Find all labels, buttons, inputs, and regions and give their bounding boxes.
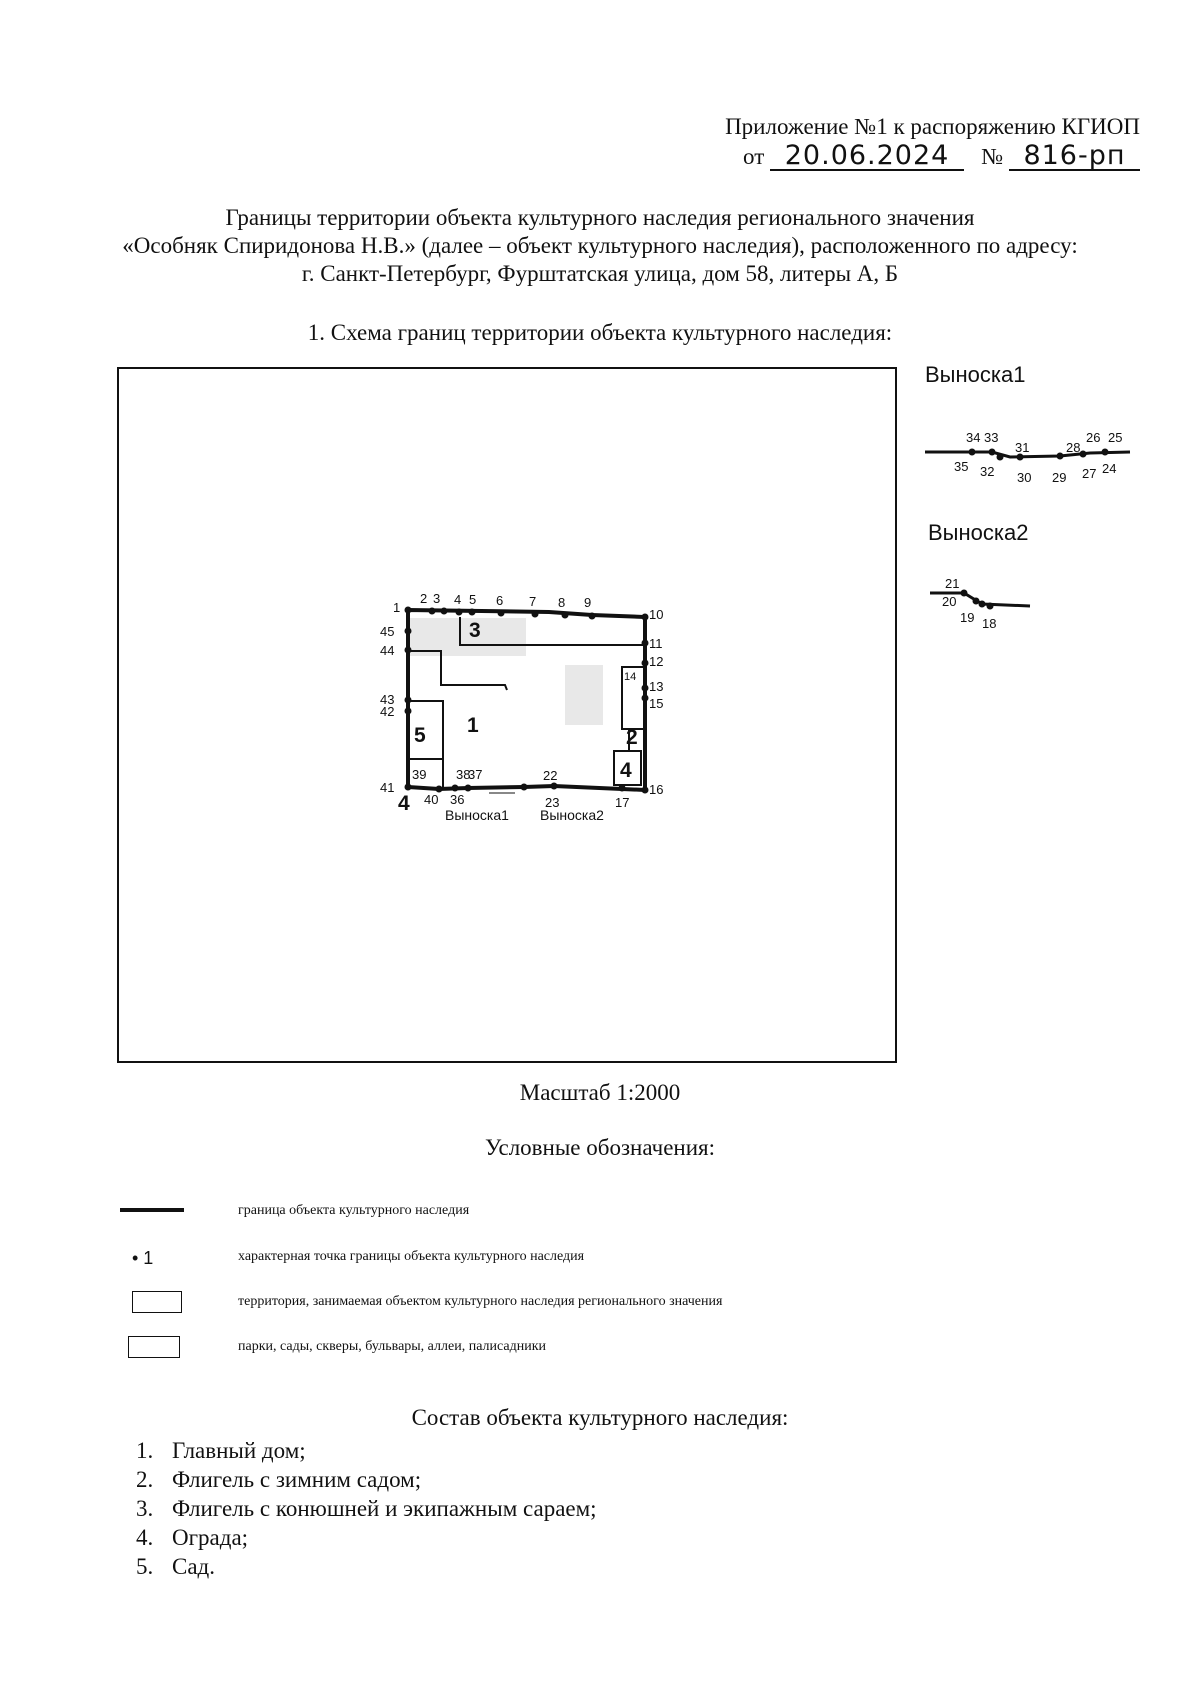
svg-text:29: 29 bbox=[1052, 470, 1067, 485]
order-details bbox=[660, 142, 1140, 172]
area-label: 1 bbox=[467, 714, 479, 737]
number-label: № bbox=[981, 144, 1004, 169]
point-symbol bbox=[120, 1244, 190, 1274]
territory-fill bbox=[408, 618, 603, 725]
svg-text:25: 25 bbox=[1108, 430, 1123, 445]
area-label: 4 bbox=[620, 759, 632, 782]
area-label: 5 bbox=[414, 724, 426, 747]
svg-text:31: 31 bbox=[1015, 440, 1030, 455]
section-1-heading: 1. Схема границ территории объекта культурного наследия: bbox=[307, 320, 893, 345]
list-item: 4. Ограда; bbox=[136, 1525, 249, 1550]
legend-text: граница объекта культурного наследия bbox=[238, 1203, 470, 1218]
title-line-2: «Особняк Спиридонова Н.В.» (далее – объект культурного наследия), расположенного по адресу: bbox=[122, 233, 1078, 258]
point-label: 11 bbox=[649, 636, 663, 651]
callout-1-title: Выноска1 bbox=[925, 362, 1026, 387]
point-label: 41 bbox=[380, 780, 395, 795]
point-label: 5 bbox=[469, 592, 477, 607]
point-label: 10 bbox=[649, 607, 664, 622]
svg-text:33: 33 bbox=[984, 430, 999, 445]
order-number: 816-рп bbox=[1009, 143, 1140, 171]
callouts bbox=[920, 360, 1160, 680]
callout-ref-1: Выноска1 bbox=[445, 807, 509, 823]
document-title bbox=[60, 204, 1140, 288]
legend-text: характерная точка границы объекта культурного наследия bbox=[238, 1249, 585, 1264]
svg-text:24: 24 bbox=[1102, 461, 1117, 476]
composition-list bbox=[136, 1436, 597, 1581]
svg-text:28: 28 bbox=[1066, 440, 1081, 455]
point-label: 17 bbox=[615, 795, 630, 810]
svg-text:18: 18 bbox=[982, 616, 997, 631]
svg-text:19: 19 bbox=[960, 610, 975, 625]
appendix-title: Приложение №1 к распоряжению КГИОП bbox=[725, 114, 1140, 139]
legend-title: Условные обозначения: bbox=[484, 1135, 716, 1160]
svg-text:21: 21 bbox=[945, 576, 960, 591]
from-label: от bbox=[743, 144, 765, 169]
point-label: 36 bbox=[450, 792, 465, 807]
point-label: 8 bbox=[558, 595, 566, 610]
point-label: 39 bbox=[412, 767, 427, 782]
legend-text: парки, сады, скверы, бульвары, аллеи, палисадники bbox=[238, 1339, 547, 1354]
svg-text:26: 26 bbox=[1086, 430, 1101, 445]
list-item: 3. Флигель с конюшней и экипажным сараем; bbox=[136, 1496, 597, 1521]
svg-text:27: 27 bbox=[1082, 466, 1097, 481]
svg-text:30: 30 bbox=[1017, 470, 1032, 485]
point-label: 12 bbox=[649, 654, 664, 669]
svg-text:20: 20 bbox=[942, 594, 957, 609]
point-label: 13 bbox=[649, 679, 664, 694]
point-label: 6 bbox=[496, 593, 504, 608]
title-line-3: г. Санкт-Петербург, Фурштатская улица, дом 58, литеры А, Б bbox=[301, 261, 899, 286]
point-label: 22 bbox=[543, 768, 558, 783]
territory-symbol bbox=[120, 1289, 190, 1319]
scale-label: Масштаб 1:2000 bbox=[519, 1080, 681, 1105]
point-label: 43 bbox=[380, 692, 395, 707]
point-label: 45 bbox=[380, 624, 395, 639]
point-label: 38 bbox=[456, 767, 471, 782]
area-label: 4 bbox=[398, 792, 410, 815]
boundary-scheme bbox=[117, 367, 897, 1063]
point-label: 4 bbox=[454, 592, 462, 607]
point-label: 14 bbox=[624, 671, 637, 683]
point-label: 15 bbox=[649, 696, 664, 711]
order-date: 20.06.2024 bbox=[770, 143, 964, 171]
list-item: 1. Главный дом; bbox=[136, 1438, 306, 1463]
list-item: 2. Флигель с зимним садом; bbox=[136, 1467, 422, 1492]
point-label: 44 bbox=[380, 643, 395, 658]
svg-text:35: 35 bbox=[954, 459, 969, 474]
point-label: 37 bbox=[468, 767, 483, 782]
callout-references bbox=[445, 807, 604, 823]
point-symbol-text: • 1 bbox=[132, 1248, 154, 1268]
list-item: 5. Сад. bbox=[136, 1554, 216, 1579]
point-label: 1 bbox=[393, 600, 401, 615]
point-label: 23 bbox=[545, 795, 560, 810]
point-label: 9 bbox=[584, 595, 592, 610]
svg-text:32: 32 bbox=[980, 464, 995, 479]
point-label: 40 bbox=[424, 792, 439, 807]
parks-symbol bbox=[120, 1334, 190, 1364]
callout-ref-2: Выноска2 bbox=[540, 807, 604, 823]
legend-text: территория, занимаемая объектом культурного наследия регионального значения bbox=[238, 1294, 723, 1309]
svg-text:34: 34 bbox=[966, 430, 981, 445]
boundary-line-symbol bbox=[120, 1198, 190, 1228]
point-label: 16 bbox=[649, 782, 664, 797]
point-label: 3 bbox=[433, 591, 441, 606]
point-label: 2 bbox=[420, 591, 428, 606]
callout-2-title: Выноска2 bbox=[928, 520, 1029, 545]
area-label: 2 bbox=[626, 726, 638, 749]
point-label: 42 bbox=[380, 704, 395, 719]
document-header bbox=[660, 112, 1140, 172]
title-line-1: Границы территории объекта культурного наследия регионального значения bbox=[225, 205, 975, 230]
point-label: 7 bbox=[529, 594, 537, 609]
area-label: 3 bbox=[469, 619, 481, 642]
composition-title: Состав объекта культурного наследия: bbox=[411, 1405, 789, 1430]
